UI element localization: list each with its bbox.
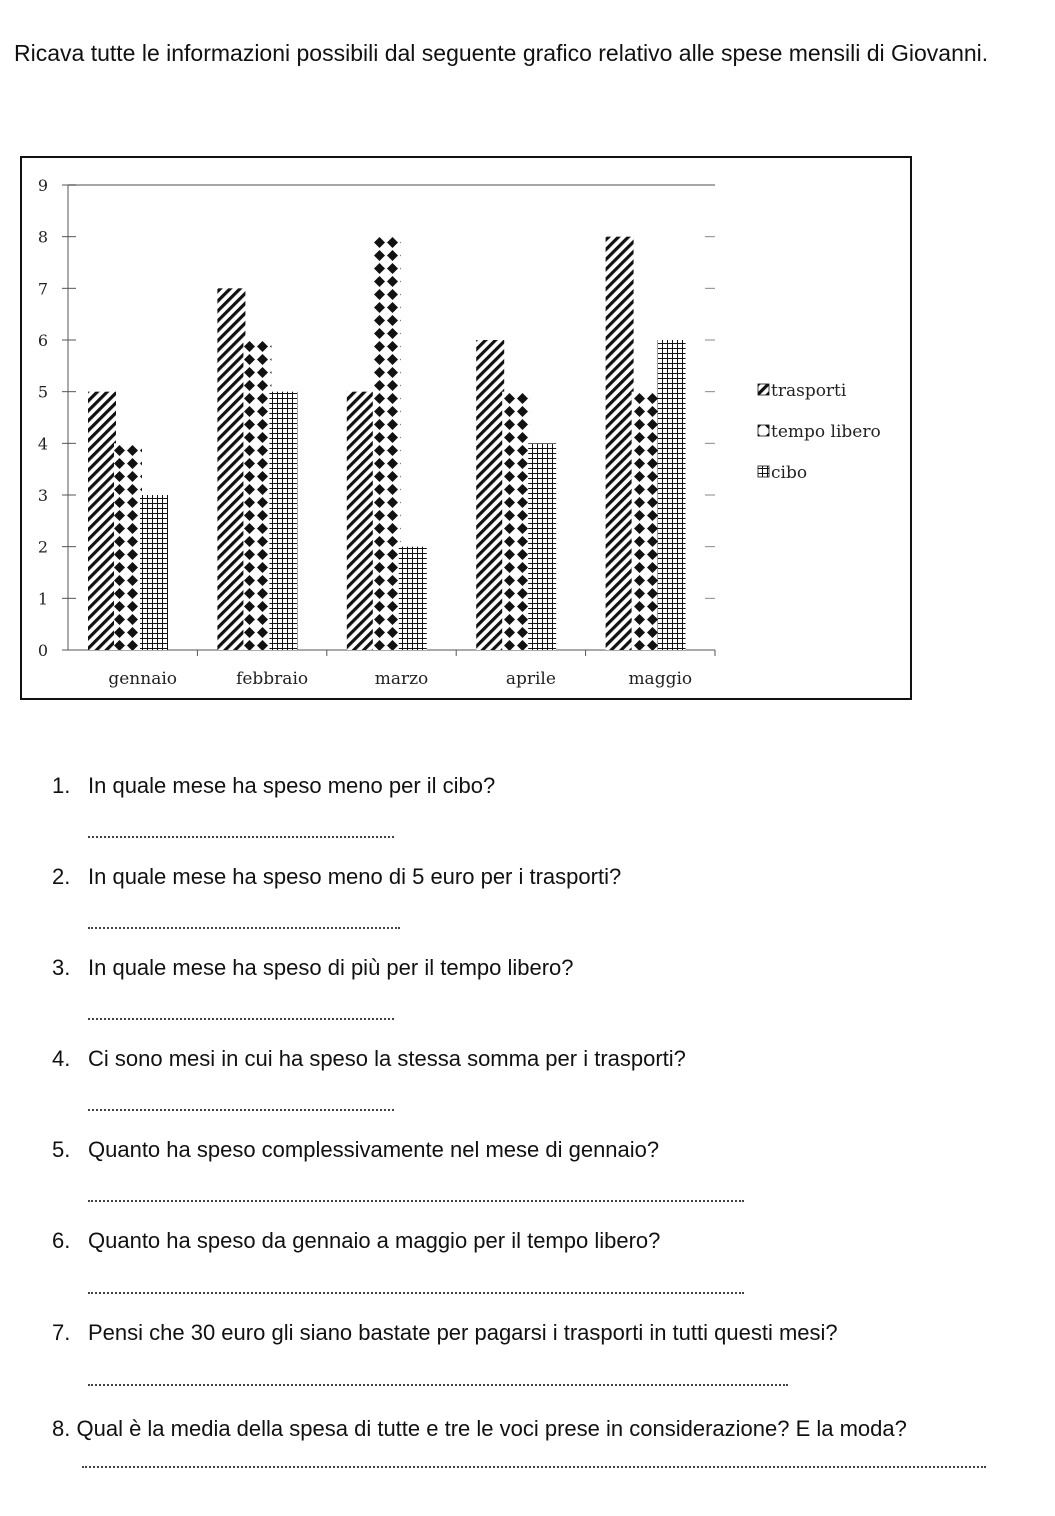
question-6 [52, 1228, 660, 1254]
bar-trasporti-maggio [606, 237, 634, 650]
question-text: In quale mese ha speso meno di 5 euro per i trasporti? [88, 864, 622, 889]
question-text: Quanto ha speso da gennaio a maggio per il tempo libero? [88, 1228, 661, 1253]
bar-tempo-libero-marzo [373, 237, 401, 650]
y-tick-label: 0 [37, 641, 48, 660]
question-3 [52, 955, 574, 981]
question-number: 6. [52, 1228, 71, 1253]
bar-chart [22, 158, 910, 698]
y-tick-label: 7 [37, 279, 48, 299]
question-text: In quale mese ha speso di più per il tempo libero? [88, 955, 574, 980]
bar-cibo-maggio [658, 340, 686, 650]
bar-trasporti-febbraio [217, 288, 245, 650]
question-2 [52, 864, 621, 890]
answer-line-4[interactable] [88, 1109, 394, 1111]
y-tick-label: 6 [37, 331, 48, 350]
y-tick-label: 3 [37, 486, 48, 505]
x-tick-label: febbraio [236, 669, 309, 689]
bar-cibo-gennaio [140, 495, 168, 650]
answer-line-1[interactable] [88, 836, 394, 838]
question-number: 4. [52, 1046, 71, 1071]
y-tick-label: 2 [37, 537, 48, 557]
legend-swatch [758, 425, 769, 436]
question-text: Quanto ha speso complessivamente nel mese di gennaio? [88, 1137, 660, 1162]
bar-cibo-aprile [528, 443, 556, 650]
bar-trasporti-aprile [476, 340, 504, 650]
bar-trasporti-marzo [347, 392, 375, 650]
legend-label: cibo [771, 463, 808, 483]
chart-frame [20, 156, 912, 700]
question-number: 5. [52, 1137, 71, 1162]
question-number: 3. [52, 955, 71, 980]
bar-tempo-libero-febbraio [243, 340, 271, 650]
answer-line-6[interactable] [88, 1292, 744, 1294]
question-number: 7. [52, 1320, 71, 1345]
legend-swatch [758, 384, 769, 395]
bar-tempo-libero-gennaio [114, 443, 142, 650]
y-tick-label: 9 [37, 176, 48, 195]
y-tick-label: 8 [37, 227, 48, 247]
legend [758, 381, 881, 483]
answer-line-7[interactable] [88, 1384, 788, 1386]
answer-line-5[interactable] [88, 1200, 744, 1202]
intro-text: Ricava tutte le informazioni possibili dal seguente grafico relativo alle spese mensili di Giovanni. [14, 40, 989, 66]
question-5 [52, 1137, 659, 1163]
question-number: 8. [52, 1416, 71, 1441]
question-4 [52, 1046, 686, 1072]
question-text: In quale mese ha speso meno per il cibo? [88, 773, 496, 798]
legend-label: trasporti [771, 381, 847, 401]
x-tick-label: maggio [628, 669, 693, 689]
bar-cibo-febbraio [269, 392, 297, 650]
x-tick-label: marzo [374, 669, 429, 689]
answer-line-2[interactable] [88, 927, 400, 929]
question-text: Qual è la media della spesa di tutte e tre le voci prese in considerazione? E la moda? [76, 1416, 907, 1441]
x-tick-label: gennaio [108, 669, 178, 689]
bar-tempo-libero-aprile [502, 392, 530, 650]
question-8 [52, 1416, 907, 1442]
bar-trasporti-gennaio [88, 392, 116, 650]
question-text: Ci sono mesi in cui ha speso la stessa somma per i trasporti? [88, 1046, 686, 1071]
x-tick-label: aprile [505, 669, 556, 689]
legend-label: tempo libero [771, 422, 881, 442]
bar-tempo-libero-maggio [632, 392, 660, 650]
bar-cibo-marzo [399, 547, 427, 650]
y-tick-label: 5 [37, 382, 48, 402]
answer-line-8[interactable] [82, 1466, 986, 1468]
legend-swatch [758, 466, 769, 477]
question-number: 1. [52, 773, 71, 798]
bar-layer [88, 237, 686, 650]
question-1 [52, 773, 495, 799]
answer-line-3[interactable] [88, 1018, 394, 1020]
question-text: Pensi che 30 euro gli siano bastate per pagarsi i trasporti in tutti questi mesi? [88, 1320, 838, 1345]
question-7 [52, 1320, 838, 1346]
y-tick-label: 1 [37, 589, 48, 609]
y-tick-label: 4 [37, 434, 48, 454]
question-number: 2. [52, 864, 71, 889]
